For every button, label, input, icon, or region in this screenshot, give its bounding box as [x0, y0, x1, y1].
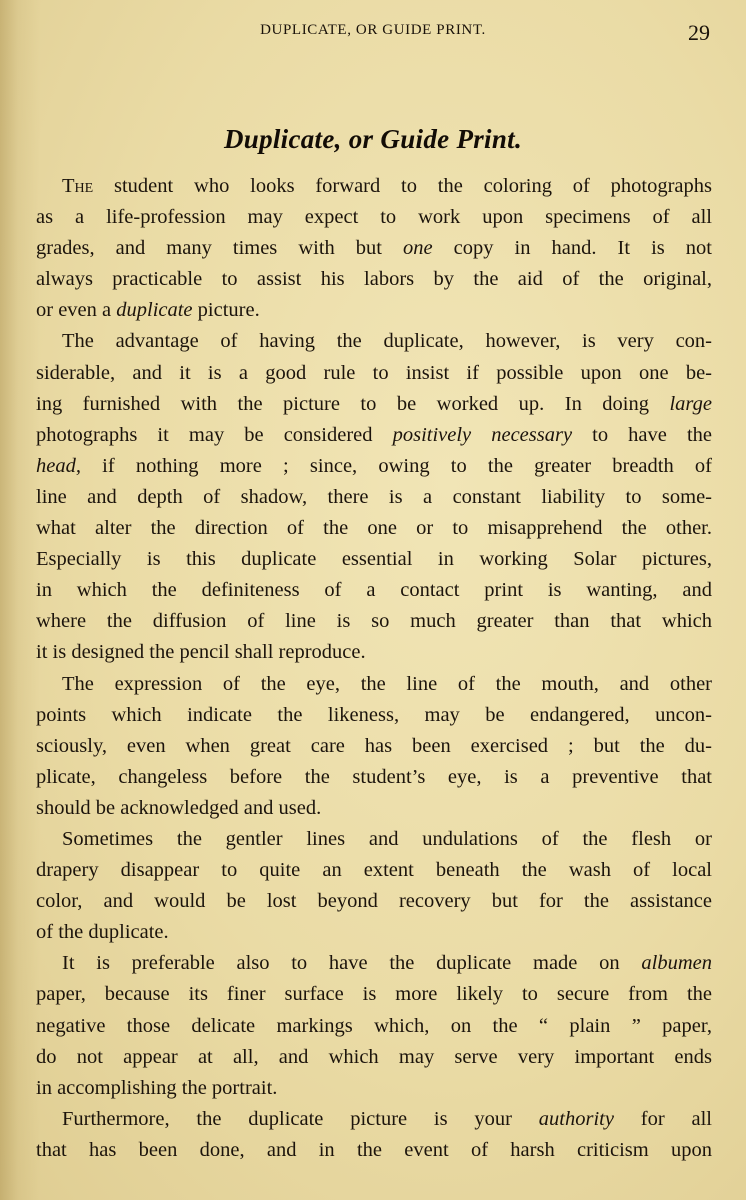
text-run: in accomplishing the portrait. — [36, 1076, 278, 1099]
text-run: for all — [613, 1107, 712, 1130]
text-run: negative those delicate markings which, on the “ plain ” paper, — [36, 1014, 712, 1037]
text-run: sciously, even when great care has been exercised ; but the du- — [36, 734, 712, 757]
text-run: if nothing more ; since, owing to the greater breadth of — [80, 454, 712, 477]
text-run: should be acknowledged and used. — [36, 796, 322, 819]
text-run: to have the — [572, 423, 712, 446]
text-run: Furthermore, the duplicate picture is your — [62, 1107, 539, 1130]
text-line — [36, 700, 712, 731]
italic-text: positively necessary — [392, 423, 573, 446]
text-line — [36, 886, 712, 917]
text-run: Especially is this duplicate essential in working Solar pictures, — [36, 548, 712, 571]
text-line — [36, 264, 712, 295]
text-run: points which indicate the likeness, may be endangered, uncon- — [36, 703, 712, 726]
italic-text: head, — [36, 454, 81, 477]
paragraph — [36, 171, 712, 326]
text-run: in which the definiteness of a contact print is wanting, and — [36, 579, 712, 602]
text-line — [36, 948, 712, 979]
text-line — [36, 731, 712, 762]
text-run: where the diffusion of line is so much greater than that which — [36, 610, 712, 633]
text-run: or even a — [36, 299, 117, 322]
paragraph — [36, 948, 712, 1103]
text-run: drapery disappear to quite an extent beneath the wash of local — [36, 859, 712, 882]
text-line — [36, 669, 712, 700]
text-run: plicate, changeless before the student’s eye, is a preventive that — [36, 765, 712, 788]
text-line — [36, 1073, 712, 1104]
body-text — [36, 171, 712, 1166]
italic-text: one — [403, 237, 433, 260]
paragraph — [36, 824, 712, 948]
text-run: as a life-profession may expect to work upon specimens of all — [36, 206, 712, 229]
text-line — [36, 1042, 712, 1073]
text-run: line and depth of shadow, there is a constant liability to some- — [36, 485, 712, 508]
text-run: it is designed the pencil shall reproduce. — [36, 641, 366, 664]
text-line — [36, 1104, 712, 1135]
text-line — [36, 824, 712, 855]
text-run: grades, and many times with but — [36, 237, 404, 260]
text-run: The advantage of having the duplicate, however, is very con- — [62, 330, 712, 353]
text-run: student who looks forward to the coloring of photographs — [93, 175, 712, 197]
text-run: photographs it may be considered — [36, 423, 393, 446]
text-line — [36, 389, 712, 420]
text-line — [36, 855, 712, 886]
text-run: Sometimes the gentler lines and undulations of the flesh or — [62, 827, 712, 850]
text-line — [36, 482, 712, 513]
text-run: copy in hand. It is not — [432, 237, 712, 260]
text-line — [36, 979, 712, 1010]
text-run: picture. — [192, 299, 260, 322]
text-line — [36, 1011, 712, 1042]
text-run: do not appear at all, and which may serve very important ends — [36, 1045, 712, 1068]
text-run: It is preferable also to have the duplicate made on — [62, 952, 642, 975]
lead-word: The — [62, 175, 94, 197]
text-run: siderable, and it is a good rule to insist if possible upon one be- — [36, 361, 712, 384]
text-line — [36, 451, 712, 482]
text-run: paper, because its finer surface is more likely to secure from the — [36, 983, 712, 1006]
paragraph — [36, 326, 712, 668]
text-run: color, and would be lost beyond recovery but for the assistance — [36, 890, 712, 913]
text-run: always practicable to assist his labors by the aid of the original, — [36, 268, 712, 291]
text-line — [36, 917, 712, 948]
page-number: 29 — [688, 20, 710, 45]
text-line — [36, 295, 712, 326]
text-run: of the duplicate. — [36, 921, 169, 944]
text-line — [36, 606, 712, 637]
chapter-title: Duplicate, or Guide Print. — [223, 124, 523, 154]
italic-text: large — [669, 392, 712, 415]
text-run: what alter the direction of the one or to misapprehend the other. — [36, 517, 712, 540]
text-run: that has been done, and in the event of harsh criticism upon — [36, 1138, 712, 1161]
text-line — [36, 420, 712, 451]
paragraph — [36, 669, 712, 824]
paragraph — [36, 1104, 712, 1166]
text-line — [36, 171, 712, 202]
text-run: ing furnished with the picture to be worked up. In doing — [36, 392, 670, 415]
text-line — [36, 793, 712, 824]
text-line — [36, 513, 712, 544]
text-line — [36, 326, 712, 357]
text-line — [36, 637, 712, 668]
text-run: The expression of the eye, the line of the mouth, and other — [62, 672, 712, 695]
text-line — [36, 575, 712, 606]
running-head-title: DUPLICATE, OR GUIDE PRINT. — [260, 22, 486, 38]
italic-text: authority — [538, 1107, 614, 1130]
text-line — [36, 358, 712, 389]
text-line — [36, 233, 712, 264]
text-line — [36, 762, 712, 793]
text-line — [36, 202, 712, 233]
text-line — [36, 1135, 712, 1166]
running-head — [0, 20, 746, 50]
italic-text: duplicate — [116, 299, 193, 322]
text-line — [36, 544, 712, 575]
italic-text: albumen — [641, 952, 712, 975]
